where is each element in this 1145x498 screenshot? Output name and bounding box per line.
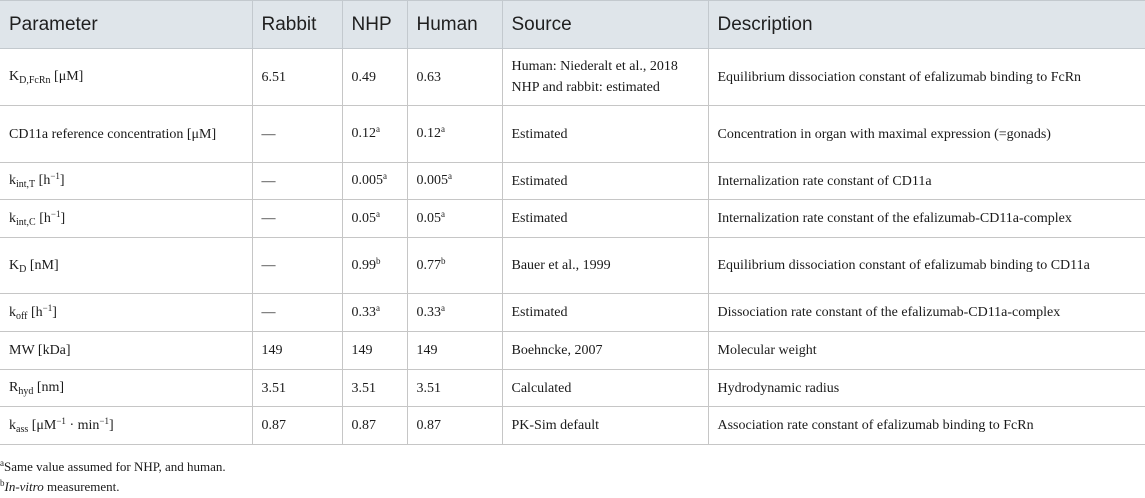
table-header-row [0, 1, 1145, 49]
human-cell: 0.05$^a$ [407, 200, 502, 238]
footnote-mark: a [376, 208, 380, 219]
human-cell: 0.87 [407, 407, 502, 445]
source-cell: Estimated [502, 294, 708, 332]
table-row [0, 238, 1145, 294]
header-source: Source [502, 1, 708, 49]
nhp-cell: 0.87 [342, 407, 407, 445]
footnote-mark: b [441, 255, 446, 266]
parameter-cell: $k_{off}$ $[h^{-1}]$ [0, 294, 252, 332]
table-row [0, 163, 1145, 200]
source-cell: Estimated [502, 106, 708, 163]
nhp-cell: 0.05$^a$ [342, 200, 407, 238]
footnote-mark: b [376, 255, 381, 266]
source-cell: Human: Niederalt et al., 2018 NHP and rabbit: estimated [502, 49, 708, 106]
source-cell: Boehncke, 2007 [502, 332, 708, 370]
human-cell: 0.33$^a$ [407, 294, 502, 332]
parameter-cell: $K_{D,FcRn}$ [μM] [0, 49, 252, 106]
rabbit-cell: 6.51 [252, 49, 342, 106]
nhp-cell: 0.005$^a$ [342, 163, 407, 200]
header-rabbit: Rabbit [252, 1, 342, 49]
header-human: Human [407, 1, 502, 49]
description-cell: Hydrodynamic radius [708, 370, 1145, 407]
description-cell: Equilibrium dissociation constant of efalizumab binding to FcRn [708, 49, 1145, 106]
rabbit-cell: — [252, 106, 342, 163]
rabbit-cell: — [252, 294, 342, 332]
source-cell: PK-Sim default [502, 407, 708, 445]
parameter-cell: $k_{int,C}$ $[h^{-1}]$ [0, 200, 252, 238]
parameter-cell: MW [kDa] [0, 332, 252, 370]
nhp-cell: 0.33$^a$ [342, 294, 407, 332]
table-footnotes [0, 457, 1145, 497]
rabbit-cell: 149 [252, 332, 342, 370]
human-cell: 3.51 [407, 370, 502, 407]
rabbit-cell: — [252, 238, 342, 294]
parameter-cell: CD11a reference concentration [μM] [0, 106, 252, 163]
source-cell: Calculated [502, 370, 708, 407]
nhp-cell: 0.12$^a$ [342, 106, 407, 163]
human-cell: 149 [407, 332, 502, 370]
nhp-cell: 3.51 [342, 370, 407, 407]
parameter-cell: $k_{ass}$ $[\mu M^{-1} \cdot \min^{-1}]$ [0, 407, 252, 445]
rabbit-cell: — [252, 200, 342, 238]
human-cell: 0.77$^b$ [407, 238, 502, 294]
footnote-mark: a [441, 302, 445, 313]
footnote-b: $^b$In-vitro measurement. [0, 478, 120, 494]
description-cell: Molecular weight [708, 332, 1145, 370]
description-cell: Concentration in organ with maximal expression (=gonads) [708, 106, 1145, 163]
description-cell: Internalization rate constant of CD11a [708, 163, 1145, 200]
table-row [0, 106, 1145, 163]
description-cell: Equilibrium dissociation constant of efalizumab binding to CD11a [708, 238, 1145, 294]
table-row [0, 49, 1145, 106]
footnote-mark: a [383, 171, 387, 181]
description-cell: Dissociation rate constant of the efalizumab-CD11a-complex [708, 294, 1145, 332]
human-cell: 0.63 [407, 49, 502, 106]
human-cell: 0.005$^a$ [407, 163, 502, 200]
human-cell: 0.12$^a$ [407, 106, 502, 163]
header-nhp: NHP [342, 1, 407, 49]
rabbit-cell: 0.87 [252, 407, 342, 445]
footnote-mark: a [376, 124, 380, 134]
nhp-cell: 0.99$^b$ [342, 238, 407, 294]
nhp-cell: 0.49 [342, 49, 407, 106]
parameter-cell: $k_{int,T}$ $[h^{-1}]$ [0, 163, 252, 200]
header-description: Description [708, 1, 1145, 49]
parameter-cell: $K_D$ [nM] [0, 238, 252, 294]
parameter-cell: $R_{hyd}$ [nm] [0, 370, 252, 407]
footnote-mark: a [448, 171, 452, 181]
source-cell: Bauer et al., 1999 [502, 238, 708, 294]
description-cell: Internalization rate constant of the efalizumab-CD11a-complex [708, 200, 1145, 238]
nhp-cell: 149 [342, 332, 407, 370]
source-cell: Estimated [502, 163, 708, 200]
header-parameter: Parameter [0, 1, 252, 49]
table-row [0, 294, 1145, 332]
source-cell: Estimated [502, 200, 708, 238]
table-row [0, 407, 1145, 445]
table-row [0, 200, 1145, 238]
table-row [0, 332, 1145, 370]
rabbit-cell: 3.51 [252, 370, 342, 407]
footnote-a: $^a$Same value assumed for NHP, and human. [0, 458, 226, 474]
footnote-mark: a [376, 302, 380, 313]
footnote-mark: a [441, 208, 445, 219]
footnote-mark: a [441, 124, 445, 134]
table-row [0, 370, 1145, 407]
description-cell: Association rate constant of efalizumab binding to FcRn [708, 407, 1145, 445]
rabbit-cell: — [252, 163, 342, 200]
